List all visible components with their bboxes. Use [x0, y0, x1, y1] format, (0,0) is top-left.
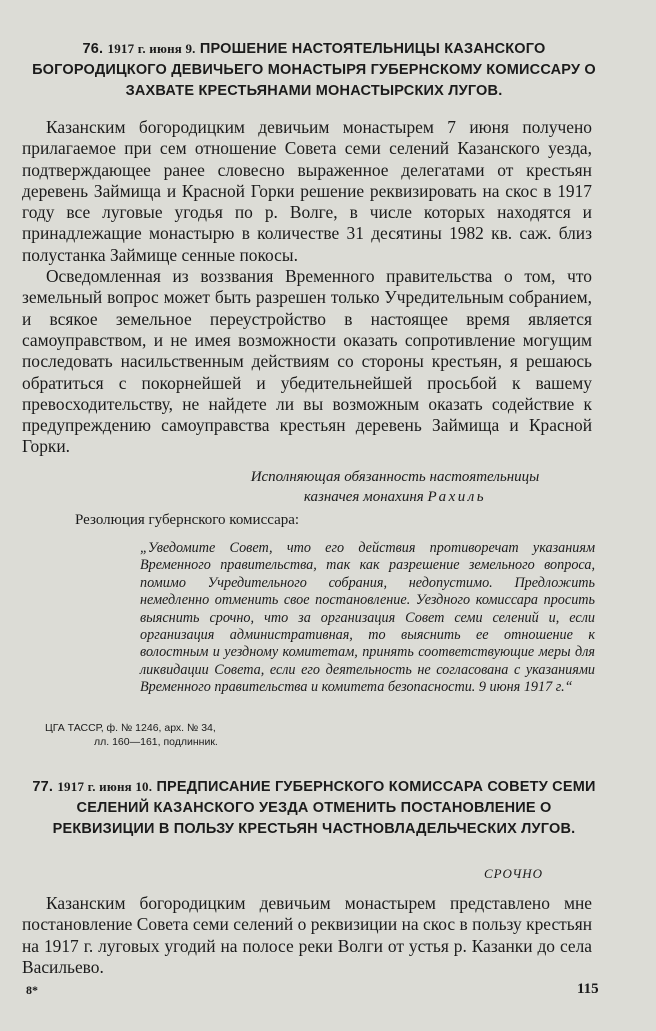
document-77-number: 77. — [32, 779, 54, 795]
signature-name: Рахиль — [427, 489, 487, 505]
signature-position: Исполняющая обязанность настоятельницы — [250, 469, 540, 485]
archive-line-1: ЦГА ТАССР, ф. № 1246, арх. № 34, — [45, 722, 216, 734]
signature-role: казначея монахиня — [303, 489, 424, 505]
document-76-heading — [24, 38, 604, 102]
document-77-date: 1917 г. июня 10. — [57, 779, 153, 794]
document-76-number: 76. — [82, 41, 104, 57]
document-76-date: 1917 г. июня 9. — [107, 41, 196, 56]
document-77-paragraph: Казанским богородицким девичьим монастырем представлено мне постановление Совета семи селений о реквизиции на скос в пользу крестьян на 1917 г. луговых угодий на полосе реки Волги от устья р. Казанки до села Васильево. — [22, 893, 592, 977]
document-76-signature — [215, 467, 575, 507]
signature-title-line — [215, 487, 575, 507]
document-76-title: ПРОШЕНИЕ НАСТОЯТЕЛЬНИЦЫ КАЗАНСКОГО БОГОРОДИЦКОГО ДЕВИЧЬЕГО МОНАСТЫРЯ ГУБЕРНСКОМУ КОМИССАРУ О ЗАХВАТЕ КРЕСТЬЯНАМИ МОНАСТЫРСКИХ ЛУГОВ. — [32, 41, 596, 99]
resolution-text: „Уведомите Совет, что его действия противоречат указаниям Временного правительства, так как разрешение земельного вопроса, помимо Учредительного собрания, недопустимо. Предложить немедленно отменить свое постановление. Уездного комиссара просить выяснить срочно, что за организация Совет семи селений и, если организация административная, то выяснить ее отношение к волостным и уездному комитетам, принять соответствующие меры для ликвидации Совета, если его деятельность не согласована с указаниями Временного правительства и комитета безопасности. 9 июня 1917 г.“ — [140, 540, 595, 696]
archive-reference — [45, 721, 345, 749]
document-76-paragraph-2: Осведомленная из воззвания Временного правительства о том, что земельный вопрос может быть разрешен только Учредительным собранием, и всякое земельное переустройство в настоящее время является самоуправством, и не имея возможности оказать сопротивление могущим последовать насильственным действиям со стороны крестьян, я решаюсь обратиться с покорнейшей и убедительнейшей просьбой к вашему превосходительству, не найдете ли вы возможным оказать содействие к предупреждению самоуправства крестьян деревень Займища и Красной Горки. — [22, 266, 592, 457]
printer-signature-mark: 8* — [26, 983, 38, 997]
document-77-title: ПРЕДПИСАНИЕ ГУБЕРНСКОГО КОМИССАРА СОВЕТУ СЕМИ СЕЛЕНИЙ КАЗАНСКОГО УЕЗДА ОТМЕНИТЬ ПОСТАНОВЛЕНИЕ О РЕКВИЗИЦИИ В ПОЛЬЗУ КРЕСТЬЯН ЧАСТНОВЛАДЕЛЬЧЕСКИХ ЛУГОВ. — [52, 779, 596, 837]
urgent-mark: СРОЧНО — [484, 866, 544, 881]
page-number: 115 — [577, 981, 599, 997]
document-77-heading — [24, 776, 604, 840]
archive-line-2: лл. 160—161, подлинник. — [94, 736, 218, 748]
document-76-body — [22, 117, 592, 458]
document-77-body — [22, 893, 592, 978]
document-76-paragraph-1: Казанским богородицким девичьим монастырем 7 июня получено прилагаемое при сем отношение Совета семи селений Казанского уезда, подтверждающее ранее словесно выраженное делегатами от крестьян деревень Займища и Красной Горки решение реквизировать на скос в 1917 году все луговые угодья по р. Волге, в числе которых находятся и принадлежащие монастырю в количестве 31 десятины 1982 кв. саж. близ полустанка Займище сенные покосы. — [22, 117, 592, 265]
resolution-label: Резолюция губернского комиссара: — [75, 512, 300, 528]
